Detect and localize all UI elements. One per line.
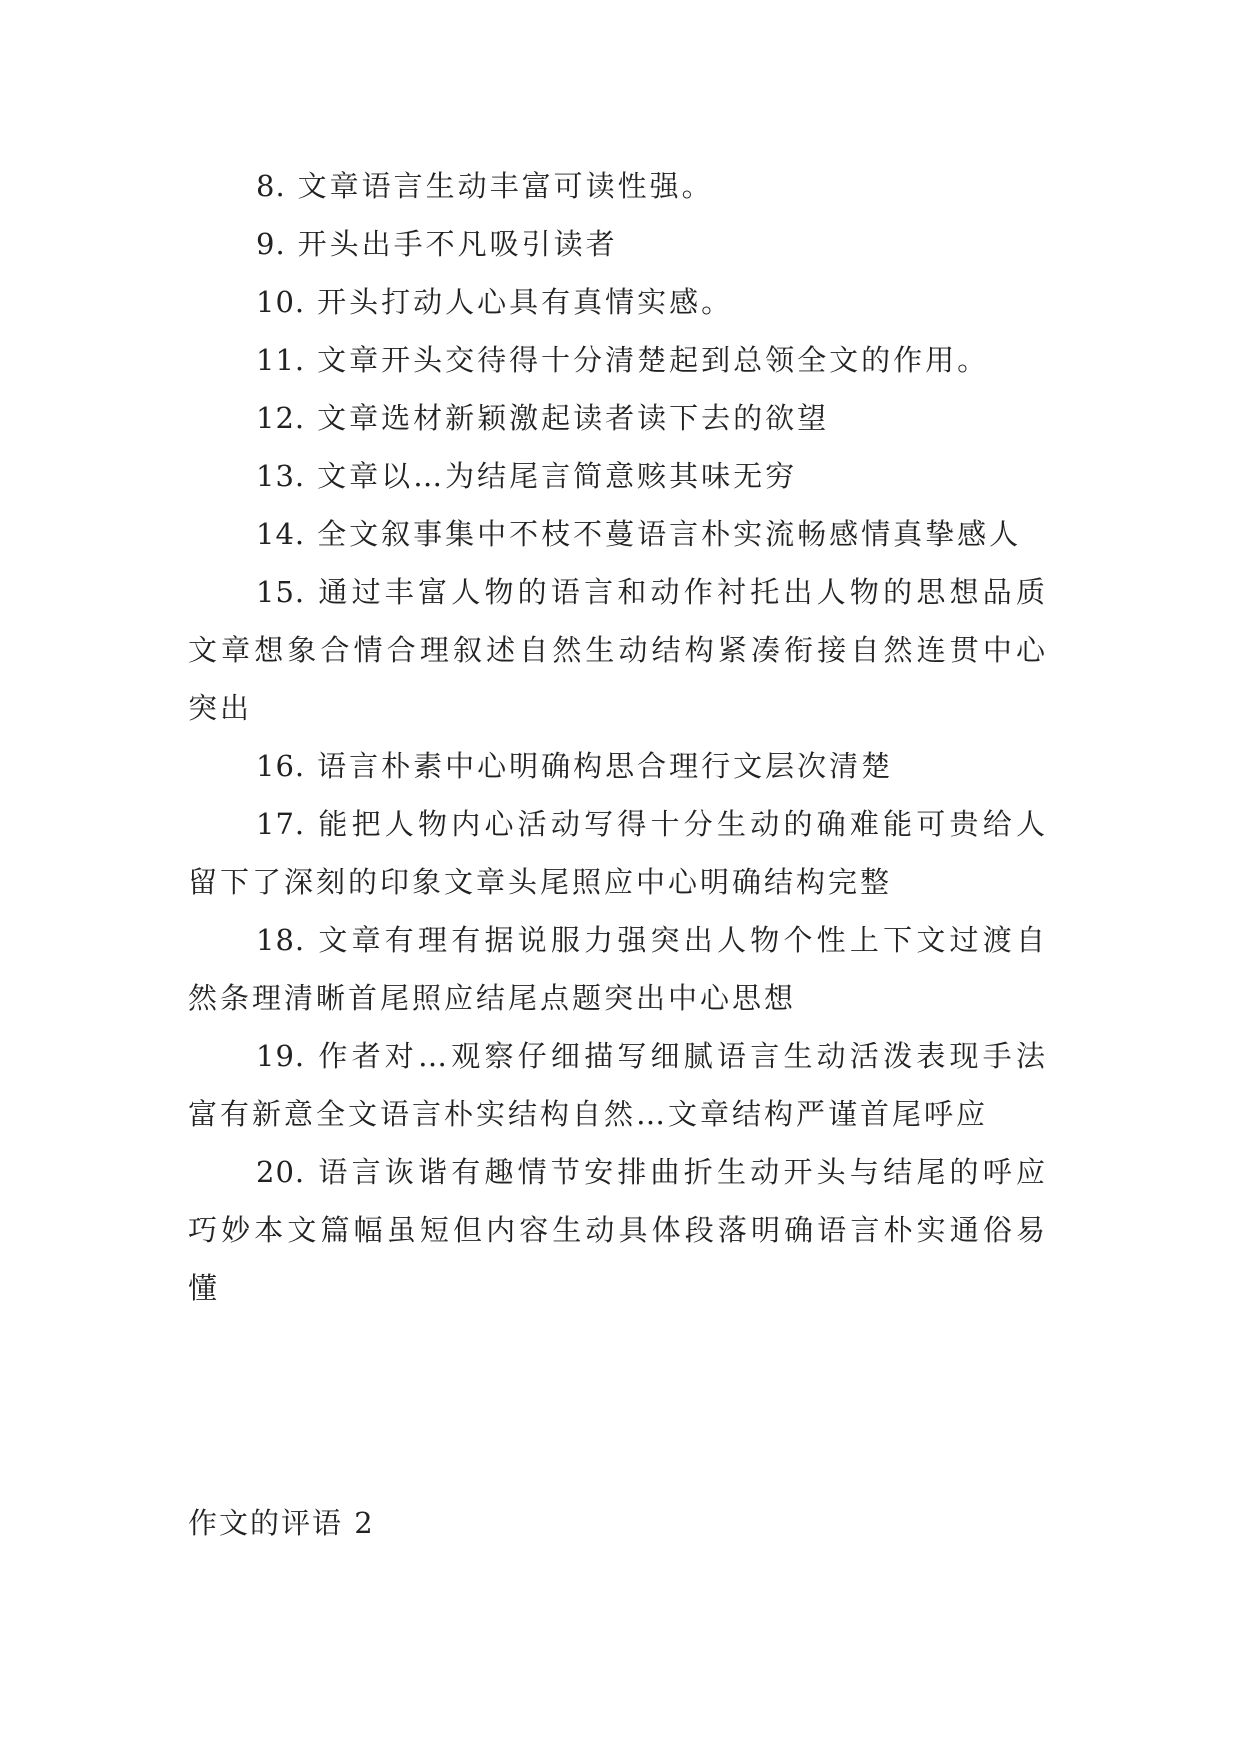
item-text: 开头打动人心具有真情实感。 — [317, 285, 734, 319]
list-item — [188, 447, 1048, 505]
list-item — [188, 331, 1048, 389]
item-text: 文章选材新颖激起读者读下去的欲望 — [317, 401, 830, 435]
section-title: 作文的评语 2 — [188, 1506, 375, 1540]
list-item — [188, 505, 1048, 563]
item-number: 12. — [256, 401, 306, 435]
item-number: 15. — [256, 575, 306, 609]
item-text: 作者对…观察仔细描写细腻语言生动活泼表现手法富有新意全文语言朴实结构自然…文章结构严谨首尾呼应 — [188, 1039, 1048, 1131]
evaluation-list — [188, 157, 1048, 1317]
item-number: 9. — [256, 227, 286, 261]
list-item — [188, 563, 1048, 737]
list-item — [188, 737, 1048, 795]
item-text: 文章开头交待得十分清楚起到总领全文的作用。 — [317, 343, 990, 377]
item-text: 语言朴素中心明确构思合理行文层次清楚 — [317, 749, 894, 783]
list-item — [188, 389, 1048, 447]
item-number: 13. — [256, 459, 306, 493]
item-number: 10. — [256, 285, 306, 319]
list-item — [188, 157, 1048, 215]
item-text: 语言诙谐有趣情节安排曲折生动开头与结尾的呼应巧妙本文篇幅虽短但内容生动具体段落明确语言朴实通俗易懂 — [188, 1155, 1048, 1305]
item-number: 19. — [256, 1039, 306, 1073]
list-item — [188, 1143, 1048, 1317]
item-number: 8. — [256, 169, 286, 203]
list-item — [188, 273, 1048, 331]
list-item — [188, 215, 1048, 273]
item-text: 能把人物内心活动写得十分生动的确难能可贵给人留下了深刻的印象文章头尾照应中心明确结构完整 — [188, 807, 1048, 899]
list-item — [188, 1027, 1048, 1143]
item-number: 16. — [256, 749, 306, 783]
item-text: 通过丰富人物的语言和动作衬托出人物的思想品质文章想象合情合理叙述自然生动结构紧凑衔接自然连贯中心突出 — [188, 575, 1048, 725]
item-text: 文章语言生动丰富可读性强。 — [297, 169, 714, 203]
item-number: 20. — [256, 1155, 306, 1189]
item-text: 文章以…为结尾言简意赅其味无穷 — [317, 459, 798, 493]
item-number: 18. — [256, 923, 306, 957]
list-item — [188, 795, 1048, 911]
item-text: 文章有理有据说服力强突出人物个性上下文过渡自然条理清晰首尾照应结尾点题突出中心思想 — [188, 923, 1048, 1015]
item-number: 11. — [256, 343, 306, 377]
item-number: 14. — [256, 517, 306, 551]
item-number: 17. — [256, 807, 306, 841]
item-text: 全文叙事集中不枝不蔓语言朴实流畅感情真挚感人 — [317, 517, 1022, 551]
list-item — [188, 911, 1048, 1027]
item-text: 开头出手不凡吸引读者 — [297, 227, 618, 261]
